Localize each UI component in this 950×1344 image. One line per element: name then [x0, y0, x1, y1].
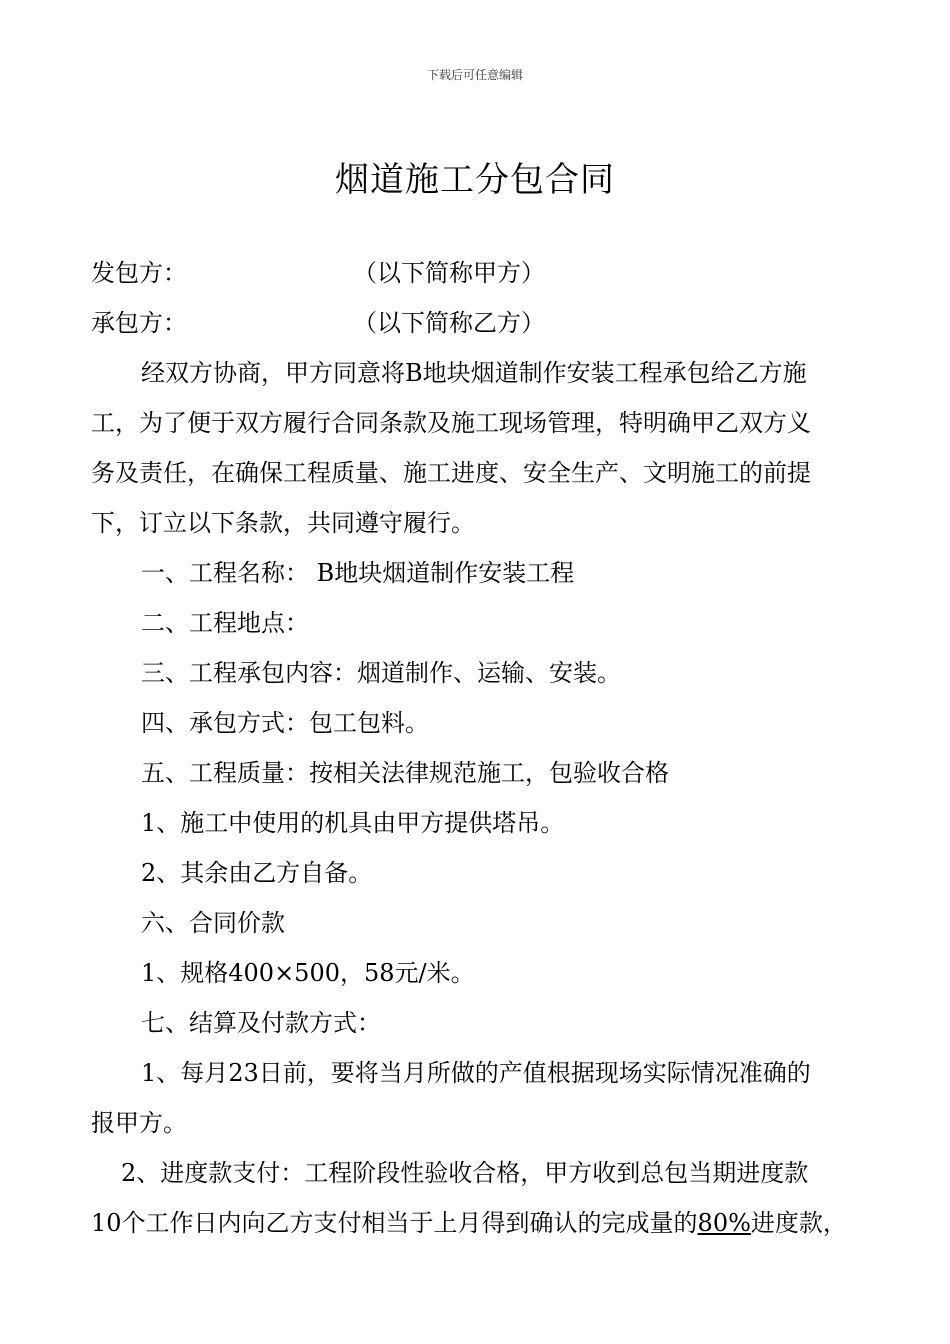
party-label: 承包方： — [91, 309, 187, 337]
intro-line: 下，订立以下条款，共同遵守履行。 — [91, 509, 475, 537]
party-label: 发包方： — [91, 259, 187, 287]
payment-percentage: 80% — [697, 1209, 751, 1237]
document-body — [91, 248, 861, 1248]
intro-line: 工，为了便于双方履行合同条款及施工现场管理，特明确甲乙双方义 — [91, 409, 811, 437]
clause-contract-method: 四、承包方式：包工包料。 — [141, 709, 429, 737]
clause-scope: 三、工程承包内容：烟道制作、运输、安装。 — [141, 659, 621, 687]
party-row-employer — [91, 248, 861, 298]
clause-item: 1、规格400×500，58元/米。 — [141, 959, 475, 987]
clause-continuation: 报甲方。 — [91, 1109, 187, 1137]
party-note: （以下简称乙方） — [353, 309, 545, 337]
intro-line: 经双方协商，甲方同意将B地块烟道制作安装工程承包给乙方施 — [141, 359, 807, 387]
clause-item: 2、其余由乙方自备。 — [141, 859, 373, 887]
payment-line: 2、进度款支付：工程阶段性验收合格，甲方收到总包当期进度款 — [121, 1159, 809, 1187]
clause-contract-price: 六、合同价款 — [141, 909, 285, 937]
clause-settlement: 七、结算及付款方式： — [141, 1009, 381, 1037]
payment-text: 10个工作日内向乙方支付相当于上月得到确认的完成量的 — [91, 1209, 698, 1237]
clause-project-name: 一、工程名称： B地块烟道制作安装工程 — [141, 559, 575, 587]
clause-quality: 五、工程质量：按相关法律规范施工，包验收合格 — [141, 759, 669, 787]
clause-item: 1、每月23日前，要将当月所做的产值根据现场实际情况准确的 — [141, 1059, 811, 1087]
header-note: 下载后可任意编辑 — [426, 68, 523, 82]
document-title: 烟道施工分包合同 — [335, 160, 615, 200]
party-note: （以下简称甲方） — [353, 259, 545, 287]
clause-item: 1、施工中使用的机具由甲方提供塔吊。 — [141, 809, 565, 837]
payment-line — [91, 1198, 861, 1248]
clause-project-location: 二、工程地点： — [141, 609, 309, 637]
party-row-contractor — [91, 298, 861, 348]
intro-line: 务及责任，在确保工程质量、施工进度、安全生产、文明施工的前提 — [91, 459, 811, 487]
payment-text: 进度款， — [750, 1209, 847, 1237]
